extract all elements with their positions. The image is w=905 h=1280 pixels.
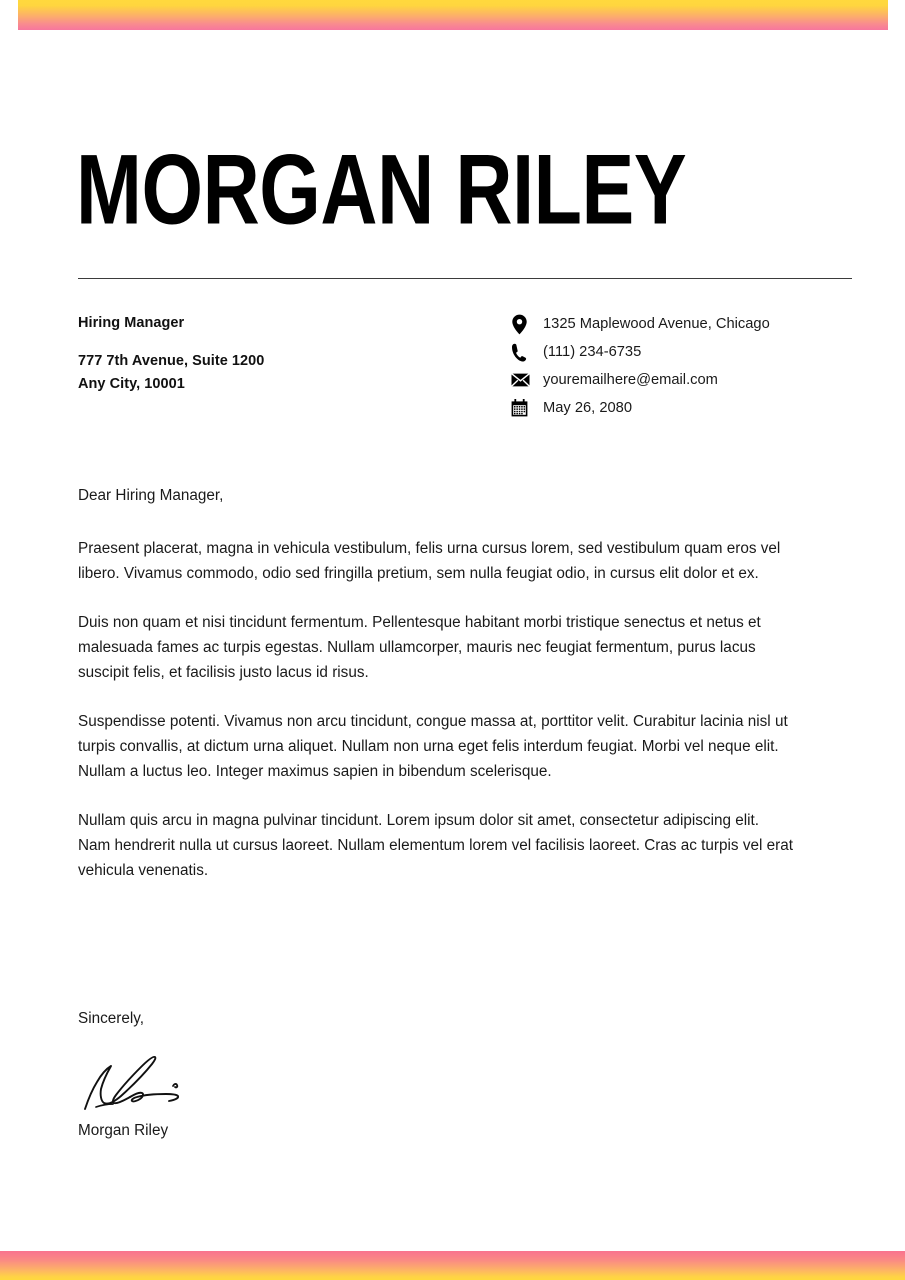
letter-salutation: Dear Hiring Manager, <box>78 487 224 504</box>
contact-row-email <box>511 366 871 394</box>
phone-icon <box>511 343 543 362</box>
letter-paragraph-4: Nullam quis arcu in magna pulvinar tincidunt. Lorem ipsum dolor sit amet, consectetur adipiscing elit. Nam hendrerit nulla ut cursus laoreet. Nullam elementum lorem vel facilisis laoreet. Cras ac turpis vel erat vehicula venenatis. <box>78 812 793 879</box>
contact-row-address <box>511 310 871 338</box>
letter-paragraph-1: Praesent placerat, magna in vehicula vestibulum, felis urna cursus lorem, sed vestibulum quam eros vel libero. Vivamus commodo, odio sed fringilla pretium, sem nulla feugiat odio, in cursus elit dolor et ex. <box>78 540 781 582</box>
contact-address-text: 1325 Maplewood Avenue, Chicago <box>543 316 770 332</box>
contact-date-text: May 26, 2080 <box>543 400 632 416</box>
page-title: MORGAN RILEY <box>76 134 687 245</box>
letter-closing <box>78 1008 478 1142</box>
envelope-icon <box>511 373 543 387</box>
letter-body <box>78 484 794 883</box>
contact-row-date <box>511 394 871 422</box>
letter-paragraph-3: Suspendisse potenti. Vivamus non arcu tincidunt, congue massa at, porttitor velit. Curabitur lacinia nisl ut turpis convallis, at dictum urna aliquet. Nullam non urna eget felis interdum feugiat. Morbi vel neque elit. Nullam a luctus leo. Integer maximus sapien in bibendum scelerisque. <box>78 713 788 780</box>
signer-name: Morgan Riley <box>78 1122 169 1139</box>
contact-email-text: youremailhere@email.com <box>543 372 718 388</box>
recipient-address-line-1: 777 7th Avenue, Suite 1200 <box>78 353 265 369</box>
contact-block <box>511 310 871 422</box>
closing-salutation: Sincerely, <box>78 1010 145 1027</box>
recipient-block <box>78 313 458 396</box>
map-pin-icon <box>511 314 543 335</box>
contact-row-phone <box>511 338 871 366</box>
signature-image <box>78 1052 218 1114</box>
bottom-gradient-band <box>0 1251 905 1280</box>
calendar-icon <box>511 399 543 417</box>
header-divider <box>78 278 852 279</box>
letter-paragraph-2: Duis non quam et nisi tincidunt fermentum. Pellentesque habitant morbi tristique senectus et netus et malesuada fames ac turpis egestas. Nullam ullamcorper, mauris nec feugiat fermentum, purus lacus suscipit felis, et facilisis justo lacus id risus. <box>78 614 761 681</box>
contact-phone-text: (111) 234-6735 <box>543 344 642 360</box>
recipient-address-line-2: Any City, 10001 <box>78 376 185 392</box>
recipient-role: Hiring Manager <box>78 315 185 331</box>
